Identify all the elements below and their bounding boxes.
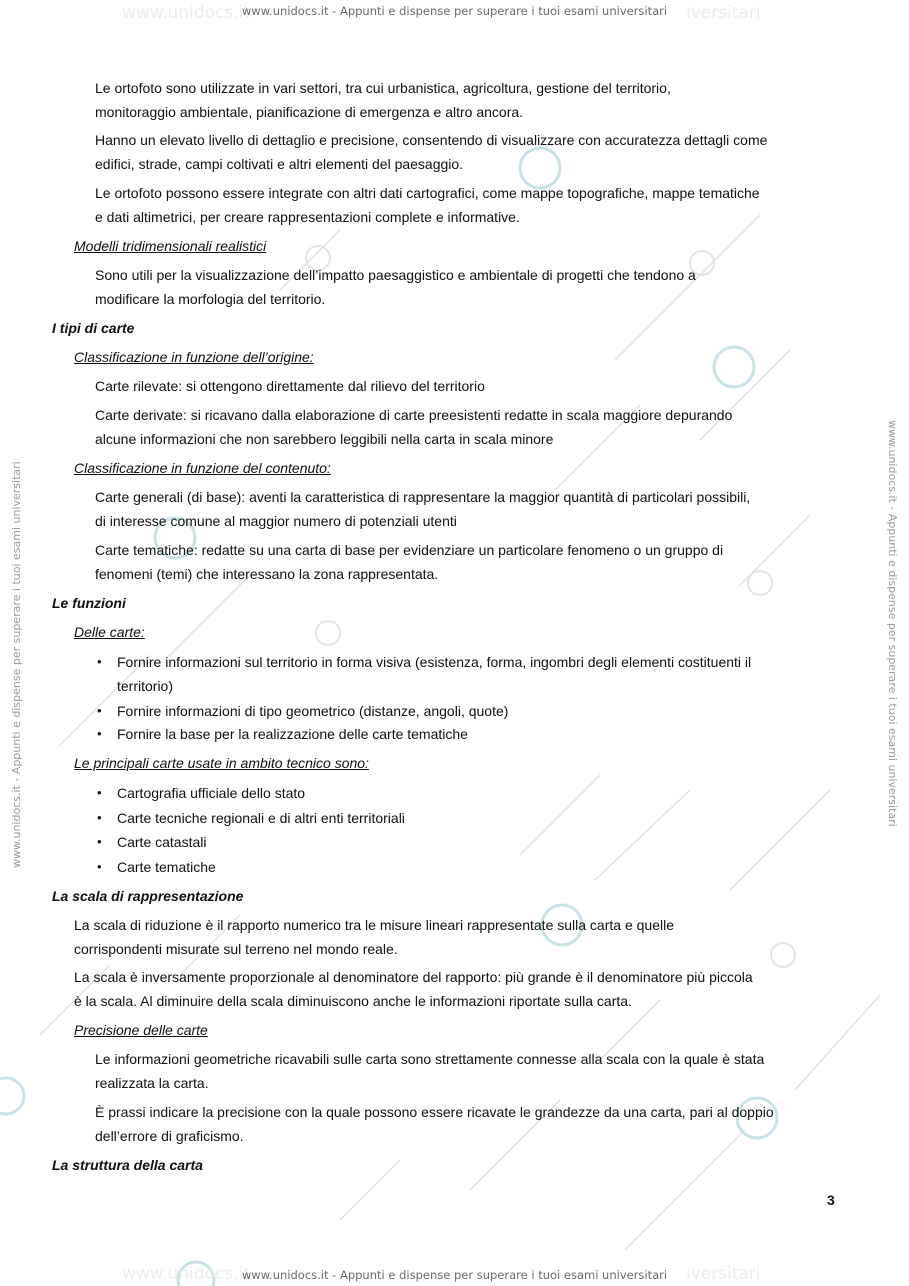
paragraph-line: La scala di riduzione è il rapporto numerico tra le misure lineari rappresentate sulla carta e quelle (74, 917, 674, 933)
list-item: Carte catastali (117, 834, 207, 850)
paragraph-line: alcune informazioni che non sarebbero leggibili nella carta in scala minore (95, 431, 554, 447)
subheading-precisione: Precisione delle carte (74, 1022, 208, 1038)
paragraph-line: dell’errore di graficismo. (95, 1128, 244, 1144)
paragraph-line: Carte derivate: si ricavano dalla elaborazione di carte preesistenti redatte in scala maggiore depurando (95, 407, 733, 423)
paragraph-line: Hanno un elevato livello di dettaglio e precisione, consentendo di visualizzare con accuratezza dettagli come (95, 132, 768, 148)
subheading-carte-tecniche: Le principali carte usate in ambito tecnico sono: (74, 755, 369, 771)
paragraph-line: fenomeni (temi) che interessano la zona rappresentata. (95, 566, 439, 582)
list-item: Carte tecniche regionali e di altri enti territoriali (117, 810, 405, 826)
list-item: Carte tematiche (117, 859, 216, 875)
paragraph-line: di interesse comune al maggior numero di potenziali utenti (95, 513, 457, 529)
watermark-faint-bottom-right: iversitari (686, 1264, 761, 1284)
list-item: Cartografia ufficiale dello stato (117, 785, 306, 801)
bullet-icon: • (97, 859, 102, 874)
bullet-icon: • (97, 810, 102, 825)
paragraph-line: Le ortofoto sono utilizzate in vari settori, tra cui urbanistica, agricoltura, gestione del territorio, (95, 80, 671, 96)
list-item-continuation: territorio) (117, 678, 174, 694)
watermark-faint-bottom: www.unidocs.it (122, 1264, 251, 1284)
watermark-side-left: www.unidocs.it - Appunti e dispense per superare i tuoi esami universitari (10, 461, 23, 868)
bullet-icon: • (97, 703, 102, 718)
bullet-icon: • (97, 654, 102, 669)
paragraph-line: monitoraggio ambientale, pianificazione di emergenza e altro ancora. (95, 104, 524, 120)
paragraph-line: Le ortofoto possono essere integrate con altri dati cartografici, come mappe topografiche, mappe tematiche (95, 185, 760, 201)
subheading-contenuto: Classificazione in funzione del contenuto: (74, 460, 331, 476)
subheading-origine: Classificazione in funzione dell’origine: (74, 349, 314, 365)
list-item: Fornire informazioni sul territorio in forma visiva (esistenza, forma, ingombri degli elementi costituenti il (117, 654, 752, 670)
watermark-faint-top-right: iversitari (686, 3, 761, 23)
watermark-faint-top: www.unidocs.it (122, 3, 251, 23)
paragraph-line: realizzata la carta. (95, 1075, 209, 1091)
watermark-header: www.unidocs.it - Appunti e dispense per superare i tuoi esami universitari (241, 4, 668, 18)
paragraph-line: corrispondenti misurate sul terreno nel mondo reale. (74, 941, 398, 957)
paragraph-line: edifici, strade, campi coltivati e altri elementi del paesaggio. (95, 156, 464, 172)
paragraph-line: È prassi indicare la precisione con la quale possono essere ricavate le grandezze da una carta, pari al doppio (95, 1104, 774, 1120)
paragraph-line: Carte tematiche: redatte su una carta di base per evidenziare un particolare fenomeno o un gruppo di (95, 542, 724, 558)
watermark-footer: www.unidocs.it - Appunti e dispense per superare i tuoi esami universitari (241, 1268, 668, 1282)
paragraph-line: modificare la morfologia del territorio. (95, 291, 326, 307)
paragraph-line: è la scala. Al diminuire della scala diminuiscono anche le informazioni riportate sulla carta. (74, 993, 632, 1009)
paragraph-line: Carte rilevate: si ottengono direttamente dal rilievo del territorio (95, 378, 485, 394)
subheading-delle-carte: Delle carte: (74, 624, 145, 640)
paragraph-line: e dati altimetrici, per creare rappresentazioni complete e informative. (95, 209, 520, 225)
paragraph-line: Carte generali (di base): aventi la caratteristica di rappresentare la maggior quantità di particolari possibili, (95, 489, 751, 505)
bullet-icon: • (97, 834, 102, 849)
paragraph-line: Sono utili per la visualizzazione dell’impatto paesaggistico e ambientale di progetti che tendono a (95, 267, 696, 283)
paragraph-line: Le informazioni geometriche ricavabili sulle carta sono strettamente connesse alla scala con la quale è stata (95, 1051, 765, 1067)
paragraph-line: La scala è inversamente proporzionale al denominatore del rapporto: più grande è il denominatore più piccola (74, 969, 753, 985)
list-item: Fornire la base per la realizzazione delle carte tematiche (117, 726, 468, 742)
heading-struttura: La struttura della carta (52, 1157, 203, 1173)
subheading-modelli: Modelli tridimensionali realistici (74, 238, 267, 254)
bullet-icon: • (97, 726, 102, 741)
heading-scala: La scala di rappresentazione (52, 888, 244, 904)
heading-tipi-di-carte: I tipi di carte (52, 320, 135, 336)
bullet-icon: • (97, 785, 102, 800)
page-number: 3 (827, 1192, 835, 1208)
heading-funzioni: Le funzioni (52, 595, 126, 611)
watermark-side-right: www.unidocs.it - Appunti e dispense per superare i tuoi esami universitari (886, 420, 899, 827)
list-item: Fornire informazioni di tipo geometrico (distanze, angoli, quote) (117, 703, 509, 719)
